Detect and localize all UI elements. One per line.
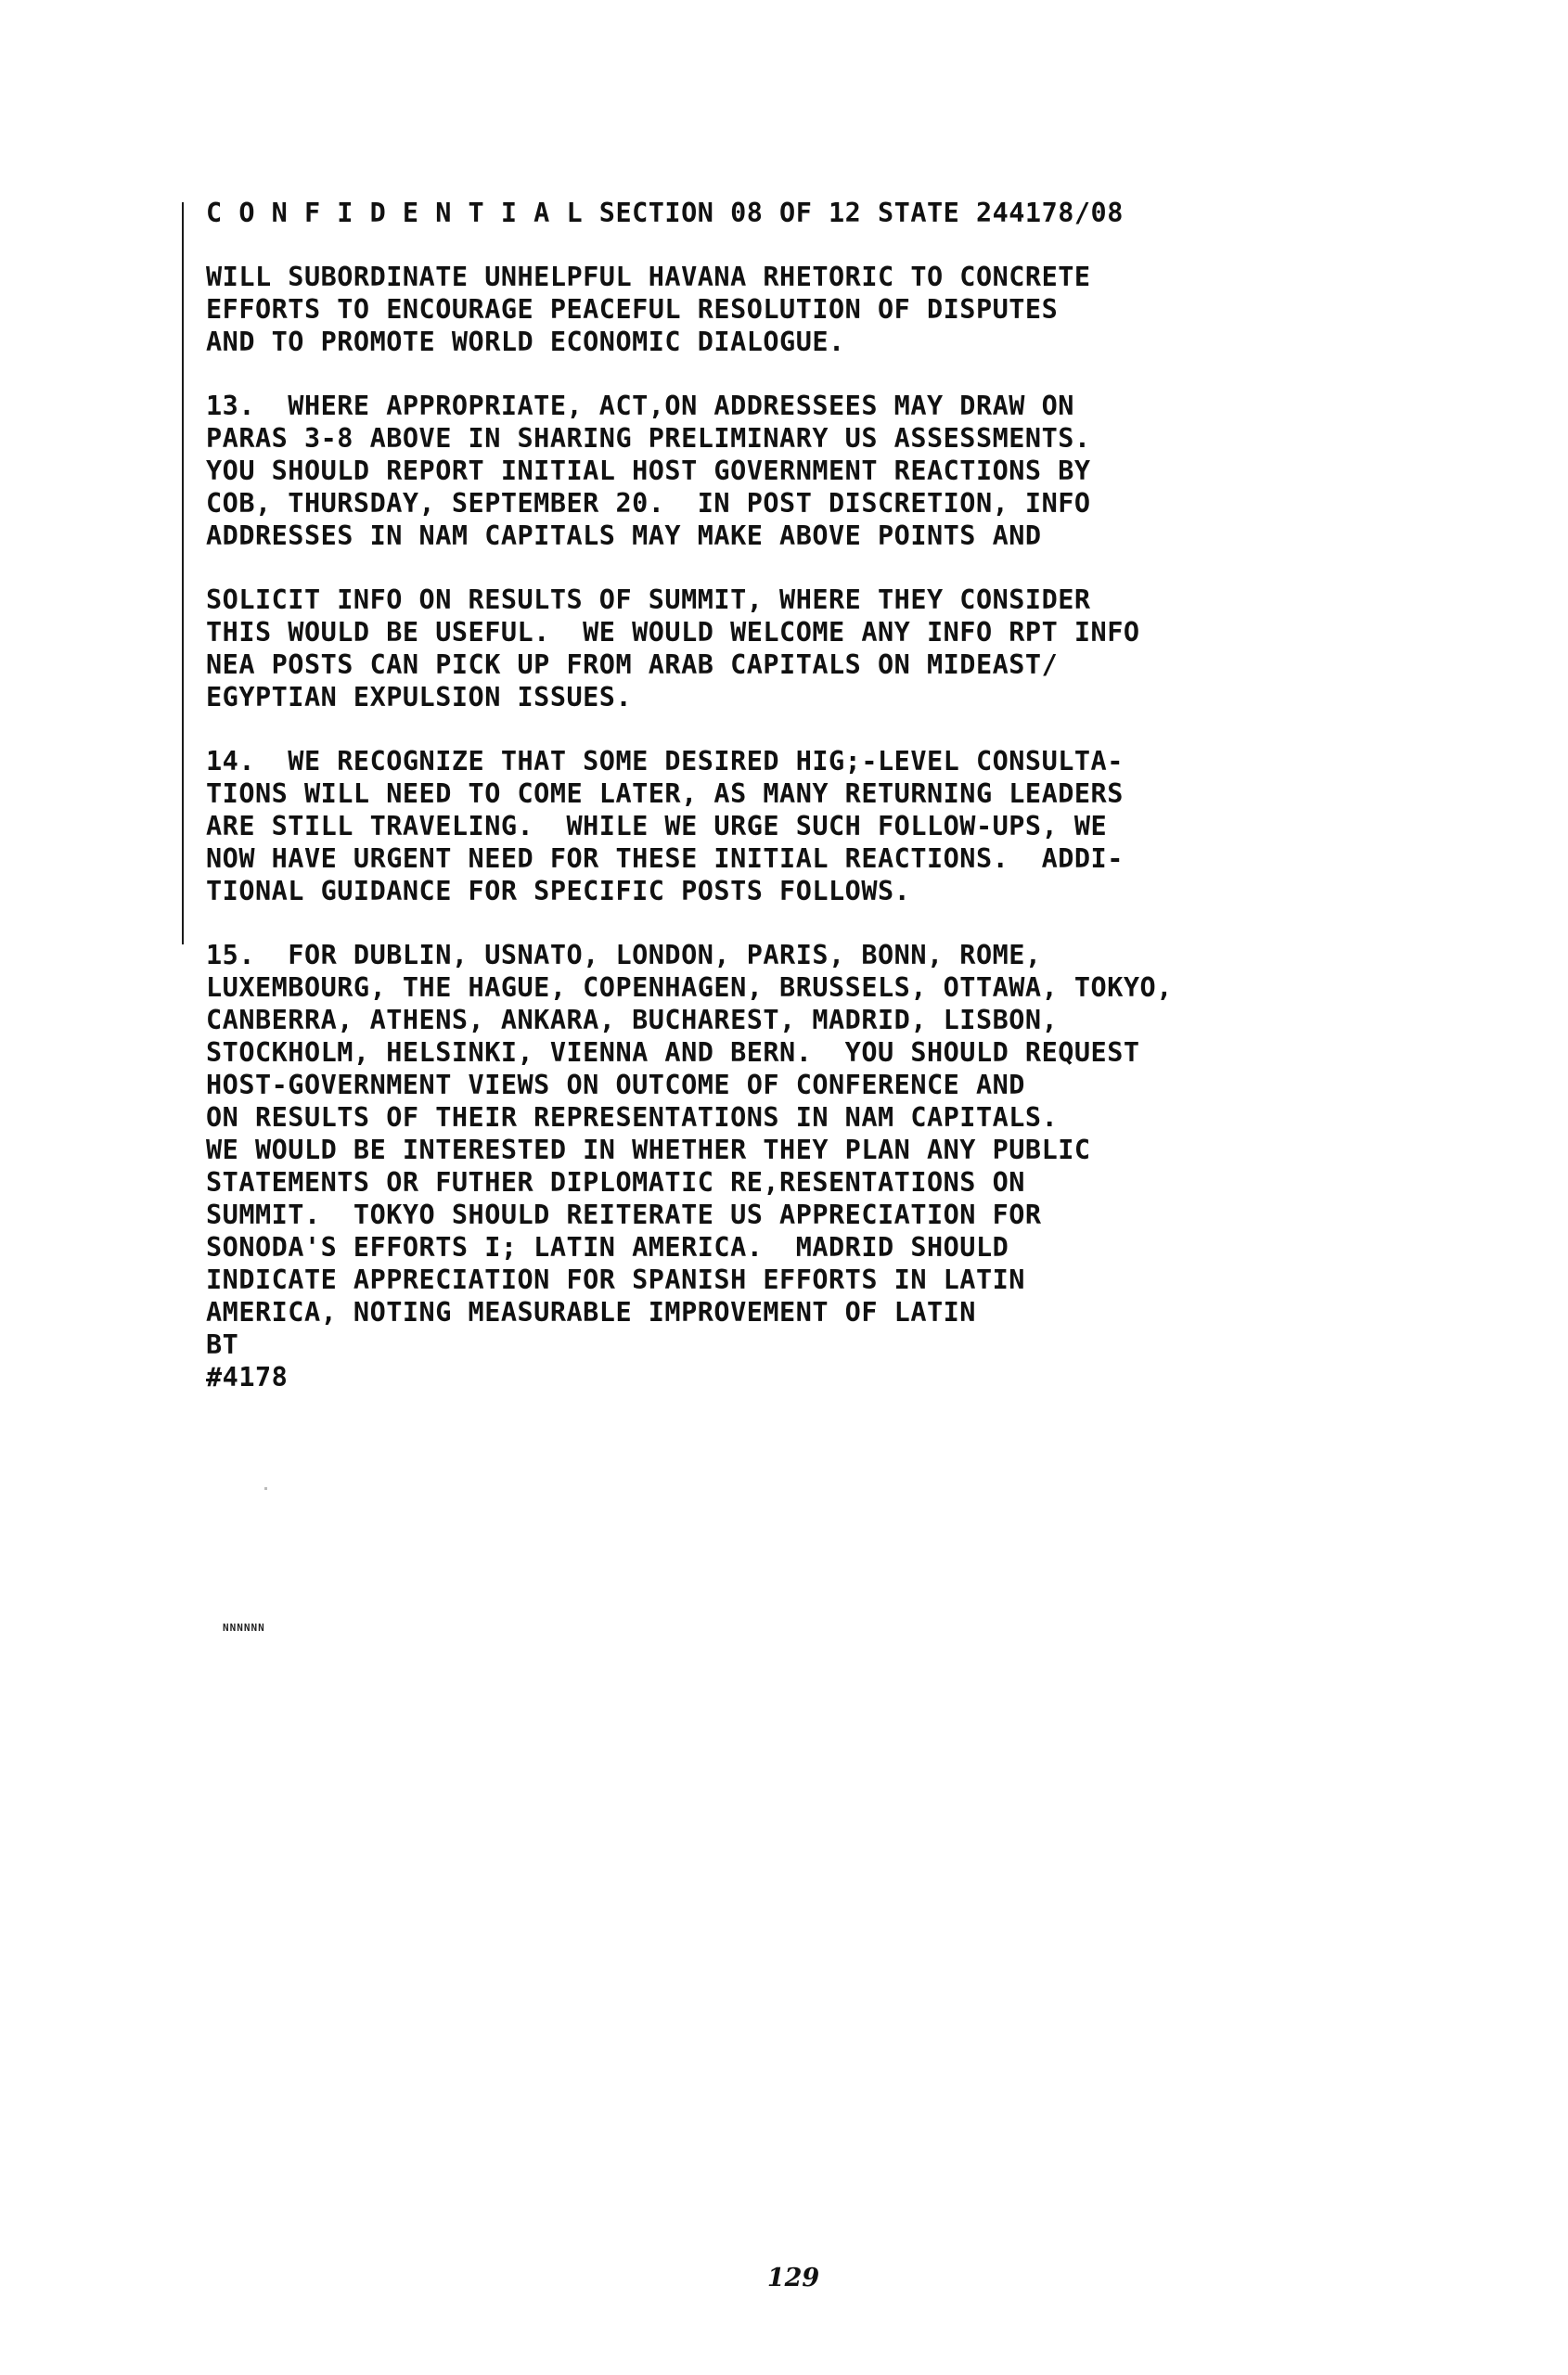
message-reference: #4178 xyxy=(206,1362,289,1393)
paragraph-13-continuation xyxy=(206,584,1375,713)
text-line: 13. WHERE APPROPRIATE, ACT,ON ADDRESSEES MAY DRAW ON xyxy=(206,391,1074,421)
text-line: LUXEMBOURG, THE HAGUE, COPENHAGEN, BRUSSELS, OTTAWA, TOKYO, xyxy=(206,972,1173,1003)
text-line: WE WOULD BE INTERESTED IN WHETHER THEY PLAN ANY PUBLIC xyxy=(206,1135,1091,1165)
text-line: SUMMIT. TOKYO SHOULD REITERATE US APPRECIATION FOR xyxy=(206,1200,1042,1230)
text-line: INDICATE APPRECIATION FOR SPANISH EFFORTS IN LATIN xyxy=(206,1265,1025,1295)
text-line: SOLICIT INFO ON RESULTS OF SUMMIT, WHERE THEY CONSIDER xyxy=(206,584,1091,615)
end-of-message-stamp: NNNNNN xyxy=(223,1622,265,1634)
text-line: AND TO PROMOTE WORLD ECONOMIC DIALOGUE. xyxy=(206,327,845,357)
scan-speck xyxy=(264,1487,267,1490)
paragraph-13 xyxy=(206,390,1375,552)
text-line: NOW HAVE URGENT NEED FOR THESE INITIAL REACTIONS. ADDI- xyxy=(206,843,1124,874)
text-line: STATEMENTS OR FUTHER DIPLOMATIC RE,RESENTATIONS ON xyxy=(206,1167,1025,1198)
text-line: ADDRESSES IN NAM CAPITALS MAY MAKE ABOVE POINTS AND xyxy=(206,520,1042,551)
text-line: THIS WOULD BE USEFUL. WE WOULD WELCOME ANY INFO RPT INFO xyxy=(206,617,1140,648)
paragraph-14 xyxy=(206,745,1375,907)
margin-rule xyxy=(182,202,184,944)
text-line: 15. FOR DUBLIN, USNATO, LONDON, PARIS, BONN, ROME, xyxy=(206,940,1042,970)
text-line: ON RESULTS OF THEIR REPRESENTATIONS IN NAM CAPITALS. xyxy=(206,1102,1059,1133)
text-line: 14. WE RECOGNIZE THAT SOME DESIRED HIG;-LEVEL CONSULTA- xyxy=(206,746,1124,777)
text-line: STOCKHOLM, HELSINKI, VIENNA AND BERN. YOU SHOULD REQUEST xyxy=(206,1037,1140,1068)
text-line: SONODA'S EFFORTS I; LATIN AMERICA. MADRID SHOULD xyxy=(206,1232,1009,1263)
page-number: 129 xyxy=(766,2264,820,2292)
text-line: TIONS WILL NEED TO COME LATER, AS MANY RETURNING LEADERS xyxy=(206,778,1124,809)
paragraph-12-continuation xyxy=(206,261,1375,358)
text-line: EFFORTS TO ENCOURAGE PEACEFUL RESOLUTION OF DISPUTES xyxy=(206,294,1059,325)
text-line: NEA POSTS CAN PICK UP FROM ARAB CAPITALS ON MIDEAST/ xyxy=(206,649,1059,680)
cable-text-body xyxy=(206,197,1375,1393)
text-line: YOU SHOULD REPORT INITIAL HOST GOVERNMENT REACTIONS BY xyxy=(206,456,1091,486)
text-line: WILL SUBORDINATE UNHELPFUL HAVANA RHETORIC TO CONCRETE xyxy=(206,262,1091,292)
paragraph-15 xyxy=(206,939,1375,1329)
text-line: CANBERRA, ATHENS, ANKARA, BUCHAREST, MADRID, LISBON, xyxy=(206,1005,1059,1035)
text-line: COB, THURSDAY, SEPTEMBER 20. IN POST DISCRETION, INFO xyxy=(206,488,1091,519)
text-line: HOST-GOVERNMENT VIEWS ON OUTCOME OF CONFERENCE AND xyxy=(206,1070,1025,1100)
break-marker: BT xyxy=(206,1329,239,1360)
text-line: TIONAL GUIDANCE FOR SPECIFIC POSTS FOLLOWS. xyxy=(206,876,911,906)
classification-header: C O N F I D E N T I A L SECTION 08 OF 12 STATE 244178/08 xyxy=(206,198,1124,228)
text-line: PARAS 3-8 ABOVE IN SHARING PRELIMINARY US ASSESSMENTS. xyxy=(206,423,1091,454)
text-line: EGYPTIAN EXPULSION ISSUES. xyxy=(206,682,633,712)
text-line: ARE STILL TRAVELING. WHILE WE URGE SUCH FOLLOW-UPS, WE xyxy=(206,811,1108,841)
text-line: AMERICA, NOTING MEASURABLE IMPROVEMENT OF LATIN xyxy=(206,1297,976,1328)
